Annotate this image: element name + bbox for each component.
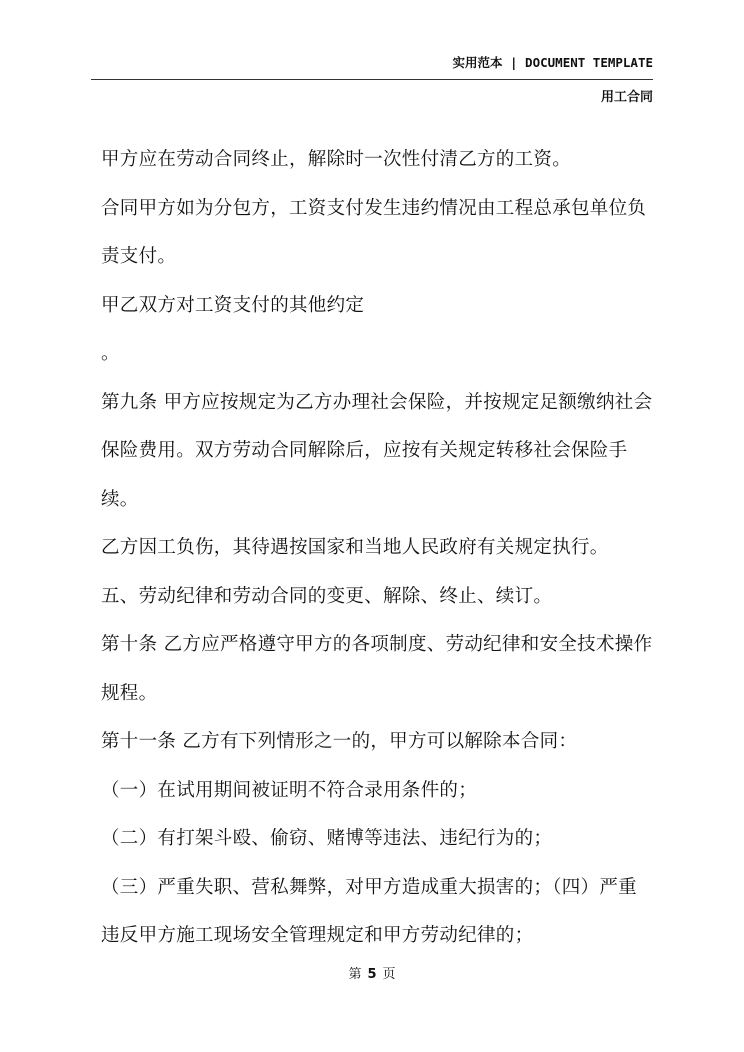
body-line: 违反甲方施工现场安全管理规定和甲方劳动纪律的； [101, 925, 534, 946]
header-brand: 实用范本 | DOCUMENT TEMPLATE [452, 55, 653, 70]
body-line: 责支付。 [101, 246, 177, 267]
body-line: 第九条 甲方应按规定为乙方办理社会保险，并按规定足额缴纳社会 [101, 391, 653, 413]
body-line: 第十条 乙方应严格遵守甲方的各项制度、劳动纪律和安全技术操作 [101, 634, 653, 655]
body-line: 甲乙双方对工资支付的其他约定 [101, 294, 365, 316]
body-line: 规程。 [101, 682, 158, 704]
body-line: 保险费用。双方劳动合同解除后，应按有关规定转移社会保险手续。 [101, 440, 628, 510]
body-line: 五、劳动纪律和劳动合同的变更、解除、终止、续订。 [101, 585, 553, 607]
body-line: 第十一条 乙方有下列情形之一的，甲方可以解除本合同： [101, 731, 578, 752]
page-number: 5 [367, 967, 377, 982]
body-line: （一）在试用期间被证明不符合录用条件的； [101, 779, 478, 801]
document-title: 用工合同 [600, 90, 653, 105]
body-line: 合同甲方如为分包方，工资支付发生违约情况由工程总承包单位负 [101, 197, 647, 219]
body-line: 甲方应在劳动合同终止，解除时一次性付清乙方的工资。 [101, 149, 572, 170]
body-line: （二）有打架斗殴、偷窃、赌博等违法、违纪行为的； [101, 828, 553, 849]
document-body [101, 136, 661, 961]
body-line: 乙方因工负伤，其待遇按国家和当地人民政府有关规定执行。 [101, 537, 609, 558]
page-suffix: 页 [382, 967, 396, 982]
body-line: 。 [101, 343, 120, 364]
header-divider [91, 79, 653, 80]
page-prefix: 第 [348, 967, 362, 982]
body-line: （三）严重失职、营私舞弊，对甲方造成重大损害的；（四）严重 [101, 876, 637, 898]
page-footer [0, 963, 744, 982]
